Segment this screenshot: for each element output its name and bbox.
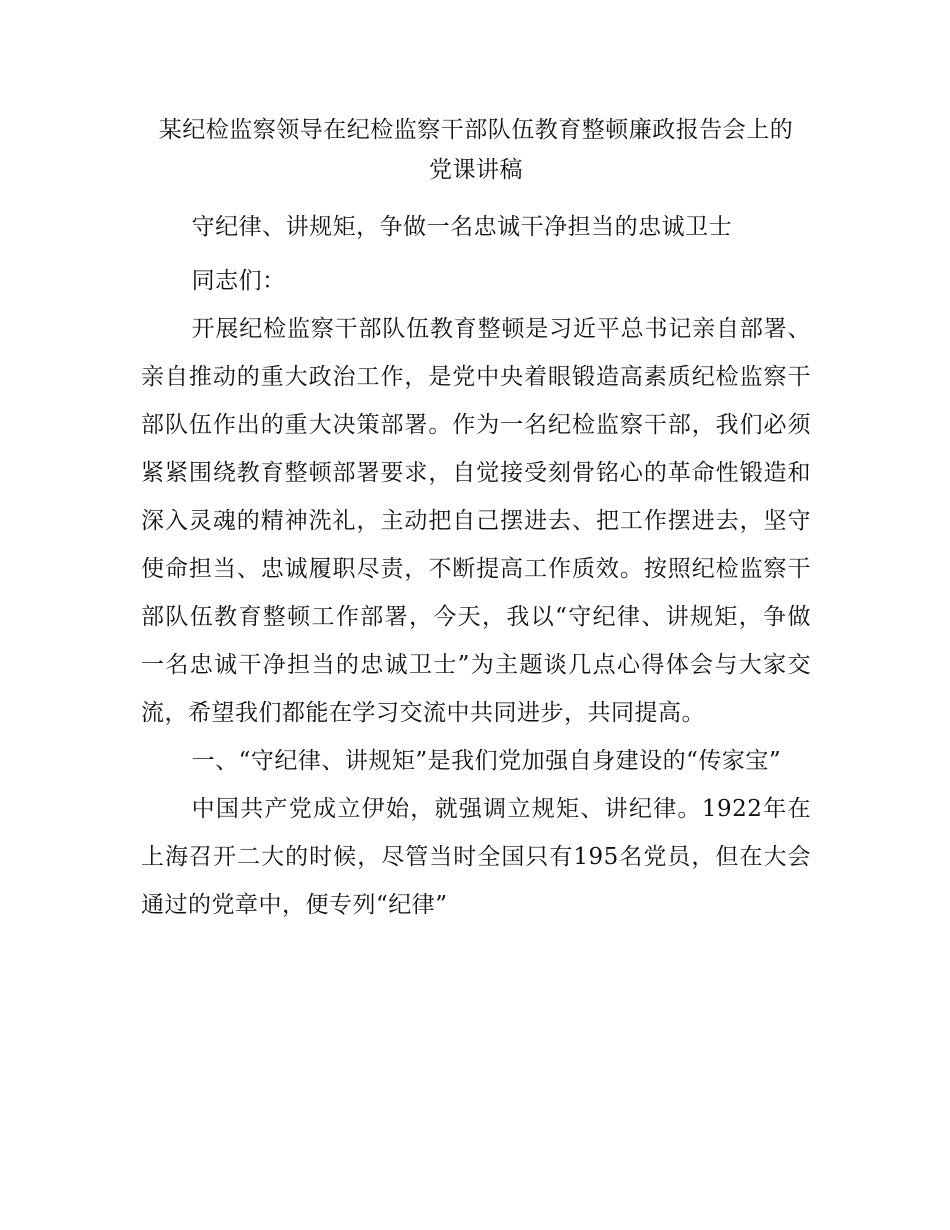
greeting: 同志们：	[191, 268, 286, 294]
paragraph-intro: 开展纪检监察干部队伍教育整顿是习近平总书记亲自部署、亲自推动的重大政治工作，是党中央着眼锻造高素质纪检监察干部队伍作出的重大决策部署。作为一名纪检监察干部，我们必须紧紧围绕教育整顿部署要求，自觉接受刻骨铭心的革命性锻造和深入灵魂的精神洗礼，主动把自己摆进去、把工作摆进去，坚守使命担当、忠诚履职尽责，不断提高工作质效。按照纪检监察干部队伍教育整顿工作部署，今天，我以“守纪律、讲规矩，争做一名忠诚干净担当的忠诚卫士”为主题谈几点心得体会与大家交流，希望我们都能在学习交流中共同进步，共同提高。	[141, 316, 811, 726]
section-heading-1: 一、“守纪律、讲规矩”是我们党加强自身建设的“传家宝”	[191, 748, 782, 774]
title-line-2: 党课讲稿	[429, 157, 523, 183]
document-body	[141, 110, 811, 929]
paragraph-history: 中国共产党成立伊始，就强调立规矩、讲纪律。1922年在上海召开二大的时候，尽管当时全国只有195名党员，但在大会通过的党章中，便专列“纪律”	[141, 796, 811, 918]
document-title	[141, 110, 811, 190]
document-subtitle: 守纪律、讲规矩，争做一名忠诚干净担当的忠诚卫士	[191, 214, 733, 240]
title-line-1: 某纪检监察领导在纪检监察干部队伍教育整顿廉政报告会上的	[158, 117, 794, 143]
